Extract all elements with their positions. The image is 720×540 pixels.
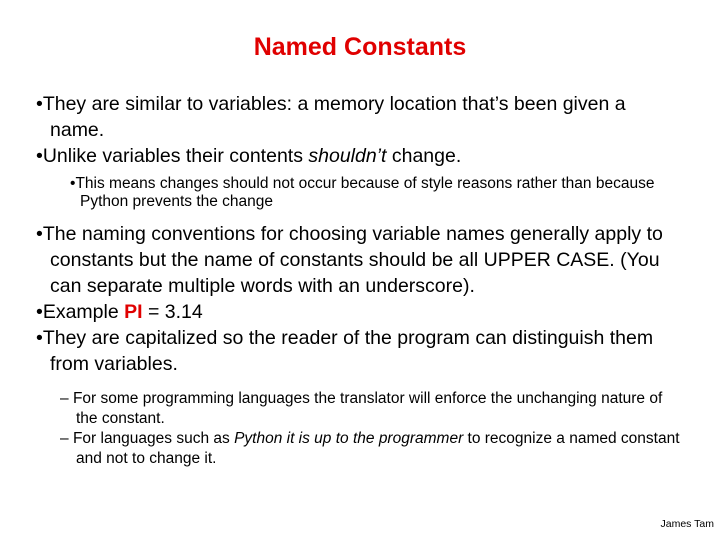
dash-icon: – (60, 390, 69, 407)
bullet-naming-conventions (32, 221, 682, 299)
dash-item-translator-enforce (32, 389, 682, 429)
dash-text: For languages such as (72, 430, 235, 447)
bullet-icon: • (36, 223, 43, 245)
dash-icon: – (60, 430, 69, 447)
slide-title: Named Constants (253, 33, 467, 61)
subbullet-style-reasons (32, 175, 682, 211)
bullet-icon: • (36, 327, 43, 349)
bullet-text-end: change. (386, 145, 462, 167)
bullet-text: They are similar to variables: a memory location that’s been given a name. (42, 93, 626, 141)
emphasis-text: shouldn’t (308, 145, 387, 167)
subbullet-text: This means changes should not occur because of style reasons rather than because Python prevents the change (75, 175, 655, 210)
author-footer: James Tam (660, 518, 714, 530)
bullet-text: Unlike variables their contents (42, 145, 309, 167)
bullet-icon: • (70, 175, 76, 192)
bullet-contents-unchanged (32, 143, 682, 169)
bullet-example (32, 299, 682, 325)
bullet-icon: • (36, 145, 43, 167)
bullet-capitalized (32, 325, 682, 377)
bullet-text: Example (42, 301, 125, 323)
dash-item-python-programmer (32, 429, 682, 469)
slide-body (32, 91, 682, 469)
constant-name: PI (124, 301, 143, 323)
bullet-text: They are capitalized so the reader of the program can distinguish them from variables. (42, 327, 654, 375)
emphasis-text: Python it is up to the programmer (234, 430, 464, 447)
bullet-icon: • (36, 301, 43, 323)
bullet-text-end: = 3.14 (142, 301, 203, 323)
bullet-text: The naming conventions for choosing variable names generally apply to constants but the name of constants should be all UPPER CASE. (You can separate multiple words with an underscore). (42, 223, 663, 297)
dash-text-end: to recognize a named constant and not to change it. (76, 430, 680, 467)
bullet-similar-to-variables (32, 91, 682, 143)
dash-text: For some programming languages the translator will enforce the unchanging nature of the constant. (72, 390, 663, 427)
bullet-icon: • (36, 93, 43, 115)
